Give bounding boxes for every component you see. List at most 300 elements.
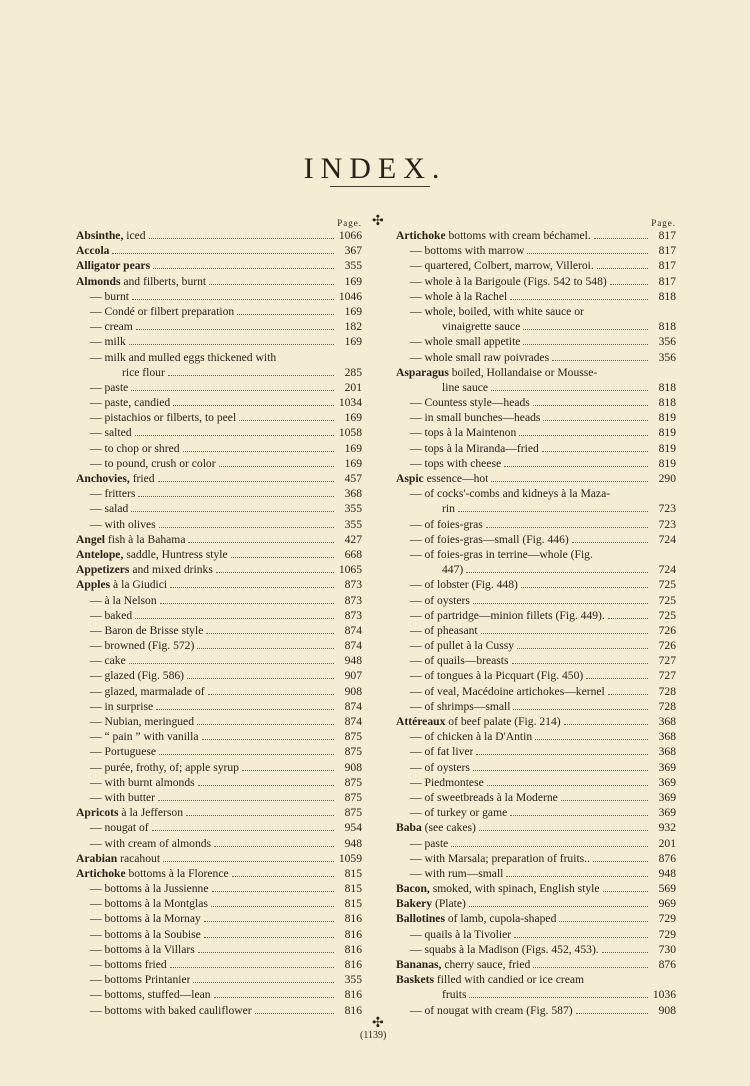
entry-label: — tops à la Maintenon (410, 426, 517, 440)
index-entry (76, 380, 362, 395)
index-entry (76, 486, 362, 501)
entry-label: à la Giudici (110, 578, 168, 592)
index-entry (396, 668, 676, 683)
dot-leader (510, 299, 648, 300)
dot-leader (132, 299, 334, 300)
entry-page-number: 1059 (338, 851, 362, 865)
entry-text (76, 547, 228, 562)
entry-page-number: 668 (344, 547, 362, 561)
index-entry (76, 274, 362, 289)
index-entry (76, 775, 362, 790)
entry-page-number: 356 (658, 350, 676, 364)
entry-text (76, 350, 276, 365)
index-entry (396, 729, 676, 744)
entry-label: — milk and mulled eggs thickened with (90, 350, 277, 364)
entry-page-number: 728 (658, 699, 676, 713)
index-entry (396, 957, 676, 972)
dot-leader (231, 557, 334, 558)
index-entry (76, 881, 362, 896)
dot-leader (603, 891, 648, 892)
dot-leader (183, 451, 334, 452)
entry-label: and filberts, burnt (120, 274, 207, 288)
entry-page-number: 873 (344, 608, 362, 622)
entry-text (396, 547, 593, 562)
entry-text (76, 699, 153, 714)
dot-leader (163, 861, 334, 862)
entry-page-number: 948 (658, 866, 676, 880)
entry-text (396, 775, 484, 790)
index-entry (396, 942, 676, 957)
dot-leader (479, 830, 648, 831)
entry-text (76, 486, 135, 501)
index-entry (76, 987, 362, 1002)
index-entry (76, 760, 362, 775)
index-entry (396, 987, 676, 1002)
entry-label: — Portuguese (90, 745, 157, 759)
entry-heading: Appetizers (76, 563, 130, 577)
index-entry (76, 820, 362, 835)
entry-text (76, 623, 203, 638)
entry-page-number: 818 (658, 396, 676, 410)
ornament-top: ✣ (372, 213, 384, 229)
entry-label: — of partridge—minion fillets (Fig. 449). (410, 608, 605, 622)
entry-text (396, 501, 455, 516)
entry-page-number: 815 (344, 882, 362, 896)
entry-text (76, 228, 146, 243)
dot-leader (219, 466, 334, 467)
entry-page-number: 874 (344, 623, 362, 637)
index-entry (396, 653, 676, 668)
entry-page-number: 723 (658, 502, 676, 516)
entry-heading: Alligator pears (76, 259, 151, 273)
entry-label: — of oysters (410, 760, 470, 774)
index-entry (396, 289, 676, 304)
entry-page-number: 355 (344, 259, 362, 273)
entry-text (396, 760, 470, 775)
entry-text (76, 987, 211, 1002)
index-entry (396, 638, 676, 653)
entry-page-number: 723 (658, 517, 676, 531)
index-entry (396, 805, 676, 820)
dot-leader (476, 754, 648, 755)
entry-page-number: 169 (344, 274, 362, 288)
entry-label: — with burnt almonds (90, 775, 195, 789)
entry-label: — bottoms à la Montglas (90, 897, 208, 911)
entry-text (396, 942, 599, 957)
entry-heading: Bakery (396, 897, 433, 911)
entry-label: smoked, with spinach, English style (429, 882, 600, 896)
dot-leader (466, 572, 648, 573)
dot-leader (469, 997, 648, 998)
entry-text (76, 577, 167, 592)
entry-page-number: 815 (344, 897, 362, 911)
entry-text (396, 304, 584, 319)
entry-text (76, 456, 216, 471)
entry-page-number: 369 (658, 775, 676, 789)
index-entry (396, 350, 676, 365)
entry-text (396, 729, 532, 744)
dot-leader (129, 663, 334, 664)
entry-label: — tops with cheese (410, 456, 502, 470)
entry-page-number: 285 (344, 365, 362, 379)
entry-page-number: 201 (658, 836, 676, 850)
dot-leader (610, 284, 648, 285)
entry-label: racahout (117, 851, 161, 865)
index-entry (76, 699, 362, 714)
entry-page-number: 908 (344, 684, 362, 698)
entry-label: — with cream of almonds (90, 836, 212, 850)
dot-leader (156, 709, 334, 710)
dot-leader (135, 435, 334, 436)
entry-page-number: 369 (658, 806, 676, 820)
dot-leader (572, 542, 648, 543)
entry-text (396, 987, 466, 1002)
entry-label: (Plate) (432, 897, 466, 911)
entry-text (396, 638, 514, 653)
entry-page-number: 355 (344, 517, 362, 531)
index-entry (396, 593, 676, 608)
dot-leader (216, 572, 334, 573)
entry-heading: Bananas, (396, 958, 442, 971)
entry-label: — bottoms fried (90, 958, 167, 971)
entry-page-number: 873 (344, 593, 362, 607)
entry-page-number: 290 (658, 472, 676, 485)
entry-label: — of foies-gras (410, 517, 483, 531)
entry-heading: Antelope, (76, 547, 124, 561)
entry-label: — with butter (90, 790, 156, 804)
dot-leader (212, 891, 334, 892)
entry-heading: Angel (76, 532, 105, 546)
entry-label: — burnt (90, 289, 129, 303)
entry-label: — browned (Fig. 572) (90, 639, 195, 653)
entry-text (396, 623, 478, 638)
entry-label: — tops à la Miranda—fried (410, 441, 539, 455)
entry-page-number: 182 (344, 320, 362, 334)
entry-text (396, 820, 476, 835)
entry-text (396, 350, 549, 365)
dot-leader (159, 754, 334, 755)
entry-text (76, 805, 183, 820)
index-entry (396, 927, 676, 942)
entry-text (396, 319, 520, 334)
index-entry (76, 729, 362, 744)
entry-label: bottoms with cream béchamel. (445, 229, 591, 242)
index-entry (396, 851, 676, 866)
index-entry (76, 790, 362, 805)
entry-page-number: 457 (344, 472, 362, 485)
entry-label: — of foies-gras in terrine—whole (Fig. (410, 547, 593, 561)
index-entry (76, 228, 362, 243)
entry-text (396, 441, 539, 456)
index-entry (396, 441, 676, 456)
index-entry (396, 836, 676, 851)
dot-leader (159, 527, 334, 528)
entry-page-number: 817 (658, 259, 676, 273)
index-entry (76, 714, 362, 729)
entry-heading: Arabian (76, 851, 118, 865)
entry-heading: Almonds (76, 274, 121, 288)
entry-page-number: 169 (344, 441, 362, 455)
entry-text (76, 410, 236, 425)
entry-page-number: 730 (658, 942, 676, 956)
index-entry (76, 1003, 362, 1018)
entry-label: — with Marsala; preparation of fruits.. (410, 851, 590, 865)
dot-leader (481, 633, 648, 634)
entry-heading: Ballotines (396, 912, 445, 926)
entry-label: — with rum—small (410, 866, 504, 880)
entry-label: — to pound, crush or color (90, 456, 216, 470)
entry-label: 447) (442, 563, 464, 577)
entry-label: fish à la Bahama (104, 532, 186, 546)
dot-leader (239, 420, 334, 421)
dot-leader (602, 952, 648, 953)
entry-page-number: 908 (658, 1003, 676, 1017)
entry-text (396, 851, 590, 866)
entry-label: fruits (442, 988, 467, 1002)
entry-text (76, 957, 167, 972)
entry-label: — of quails—breasts (410, 654, 509, 668)
entry-page-number: 724 (658, 532, 676, 546)
entry-page-number: 169 (344, 335, 362, 349)
index-entry (76, 927, 362, 942)
entry-page-number: 1065 (338, 563, 362, 577)
entry-label: boiled, Hollandaise or Mousse- (448, 365, 598, 379)
dot-leader (214, 997, 334, 998)
entry-text (396, 608, 605, 623)
entry-label: — quails à la Tivolier (410, 927, 512, 941)
entry-page-number: 201 (344, 380, 362, 394)
entry-label: bottoms à la Florence (125, 866, 229, 880)
dot-leader (198, 785, 334, 786)
entry-label: — of lobster (Fig. 448) (410, 578, 518, 592)
dot-leader (158, 800, 334, 801)
entry-label: — of fat liver (410, 745, 474, 759)
entry-page-number: 726 (658, 639, 676, 653)
entry-text (396, 744, 473, 759)
entry-page-number: 1058 (338, 426, 362, 440)
entry-page-number: 816 (344, 912, 362, 926)
dot-leader (131, 511, 334, 512)
dot-leader (491, 390, 648, 391)
entry-page-number: 724 (658, 563, 676, 577)
entry-text (76, 593, 157, 608)
dot-leader (153, 268, 334, 269)
index-entry (396, 243, 676, 258)
entry-text (396, 714, 561, 729)
entry-text (76, 638, 194, 653)
entry-text (396, 471, 488, 486)
index-entry (76, 623, 362, 638)
dot-leader (187, 678, 334, 679)
entry-text (76, 729, 199, 744)
index-entry (396, 911, 676, 926)
entry-label: essence—hot (423, 472, 489, 485)
index-entry (76, 866, 362, 881)
entry-page-number: 727 (658, 654, 676, 668)
entry-label: — of foies-gras—small (Fig. 446) (410, 532, 569, 546)
dot-leader (209, 284, 334, 285)
entry-label: — of cocks'-combs and kidneys à la Maza- (410, 487, 611, 501)
dot-leader (561, 800, 648, 801)
entry-text (76, 684, 205, 699)
entry-list (76, 228, 362, 1018)
dot-leader (193, 982, 334, 983)
entry-label: — purée, frothy, of; apple syrup (90, 760, 239, 774)
entry-page-number: 728 (658, 684, 676, 698)
entry-heading: Asparagus (396, 365, 449, 379)
entry-label: — fritters (90, 487, 136, 501)
entry-label: — bottoms with marrow (410, 244, 525, 258)
dot-leader (129, 344, 334, 345)
entry-label: — Condé or filbert preparation (90, 304, 235, 318)
entry-label: — of shrimps—small (410, 699, 511, 713)
index-entry (396, 547, 676, 562)
dot-leader (232, 876, 334, 877)
dot-leader (211, 906, 334, 907)
dot-leader (523, 344, 648, 345)
entry-page-number: 725 (658, 578, 676, 592)
entry-label: of lamb, cupola-shaped (444, 912, 557, 926)
dot-leader (535, 739, 648, 740)
entry-page-number: 818 (658, 380, 676, 394)
index-entry (76, 243, 362, 258)
entry-label: — Baron de Brisse style (90, 623, 204, 637)
entry-label: à la Jefferson (118, 806, 184, 820)
entry-label: filled with candied or ice cream (434, 973, 585, 987)
entry-page-number: 1066 (338, 229, 362, 242)
index-entry (396, 760, 676, 775)
entry-page-number: 876 (658, 851, 676, 865)
dot-leader (188, 542, 334, 543)
entry-label: — in surprise (90, 699, 154, 713)
entry-page-number: 169 (344, 304, 362, 318)
index-entry (396, 228, 676, 243)
index-entry (76, 532, 362, 547)
entry-label: — Nubian, meringued (90, 715, 194, 728)
entry-page-number: 816 (344, 1003, 362, 1017)
index-entry (396, 562, 676, 577)
entry-label: — glazed (Fig. 586) (90, 669, 185, 683)
entry-page-number: 368 (344, 487, 362, 501)
dot-leader (458, 511, 648, 512)
index-column-left (76, 218, 362, 1018)
entry-label: rice flour (122, 365, 165, 379)
entry-text (76, 608, 132, 623)
entry-label: — salad (90, 502, 129, 516)
entry-text (76, 365, 165, 380)
entry-label: — milk (90, 335, 126, 349)
entry-label: — bottoms à la Soubise (90, 927, 201, 941)
index-entry (396, 881, 676, 896)
entry-page-number: 169 (344, 411, 362, 425)
dot-leader (206, 633, 334, 634)
entry-label: — “ pain ” with vanilla (90, 730, 199, 744)
entry-text (396, 593, 470, 608)
dot-leader (559, 921, 648, 922)
index-entry (76, 517, 362, 532)
index-entry (76, 684, 362, 699)
index-entry (396, 790, 676, 805)
entry-page-number: 569 (658, 882, 676, 896)
index-entry (76, 851, 362, 866)
index-entry (396, 258, 676, 273)
entry-page-number: 875 (344, 790, 362, 804)
entry-label: saddle, Huntress style (123, 547, 228, 561)
dot-leader (168, 375, 334, 376)
index-entry (396, 896, 676, 911)
entry-text (76, 243, 109, 258)
index-entry (396, 334, 676, 349)
entry-page-number: 817 (658, 244, 676, 258)
entry-heading: Accola (76, 244, 110, 258)
entry-label: — whole, boiled, with white sauce or (410, 304, 584, 318)
entry-page-number: 817 (658, 274, 676, 288)
entry-label: — paste (410, 836, 449, 850)
entry-text (396, 1003, 573, 1018)
entry-label: — salted (90, 426, 132, 440)
index-entry (76, 668, 362, 683)
dot-leader (533, 967, 648, 968)
dot-leader (487, 785, 648, 786)
entry-label: — pistachios or filberts, to peel (90, 411, 237, 425)
entry-heading: Attéreaux (396, 715, 446, 728)
dot-leader (138, 496, 334, 497)
entry-label: — whole small appetite (410, 335, 521, 349)
index-entry (396, 623, 676, 638)
entry-text (396, 486, 610, 501)
entry-page-number: 816 (344, 927, 362, 941)
index-entry (76, 805, 362, 820)
dot-leader (514, 937, 648, 938)
index-entry (396, 425, 676, 440)
entry-label: — whole à la Rachel (410, 289, 508, 303)
entry-heading: Baba (396, 821, 422, 835)
index-entry (76, 304, 362, 319)
entry-text (76, 425, 132, 440)
entry-label: fried (129, 472, 155, 485)
entry-label: — paste (90, 380, 129, 394)
index-entry (396, 1003, 676, 1018)
entry-label: — of turkey or game (410, 806, 508, 820)
index-entry (396, 775, 676, 790)
entry-label: — squabs à la Madison (Figs. 452, 453). (410, 942, 599, 956)
entry-page-number: 368 (658, 745, 676, 759)
entry-page-number: 873 (344, 578, 362, 592)
entry-text (396, 334, 520, 349)
index-entry (76, 425, 362, 440)
index-entry (396, 274, 676, 289)
entry-text (76, 274, 206, 289)
entry-label: — glazed, marmalade of (90, 684, 205, 698)
index-entry (396, 608, 676, 623)
entry-page-number: 874 (344, 699, 362, 713)
index-entry (76, 365, 362, 380)
entry-page-number: 355 (344, 502, 362, 516)
entry-text (396, 881, 600, 896)
entry-text (396, 957, 530, 972)
entry-label: — bottoms à la Mornay (90, 912, 201, 926)
index-entry (396, 456, 676, 471)
entry-text (76, 972, 190, 987)
entry-heading: Artichoke (396, 229, 446, 242)
entry-text (396, 896, 466, 911)
dot-leader (504, 466, 648, 467)
index-entry (396, 471, 676, 486)
entry-heading: Apples (76, 578, 111, 592)
index-entry (76, 350, 362, 365)
dot-leader (506, 876, 648, 877)
dot-leader (586, 678, 648, 679)
